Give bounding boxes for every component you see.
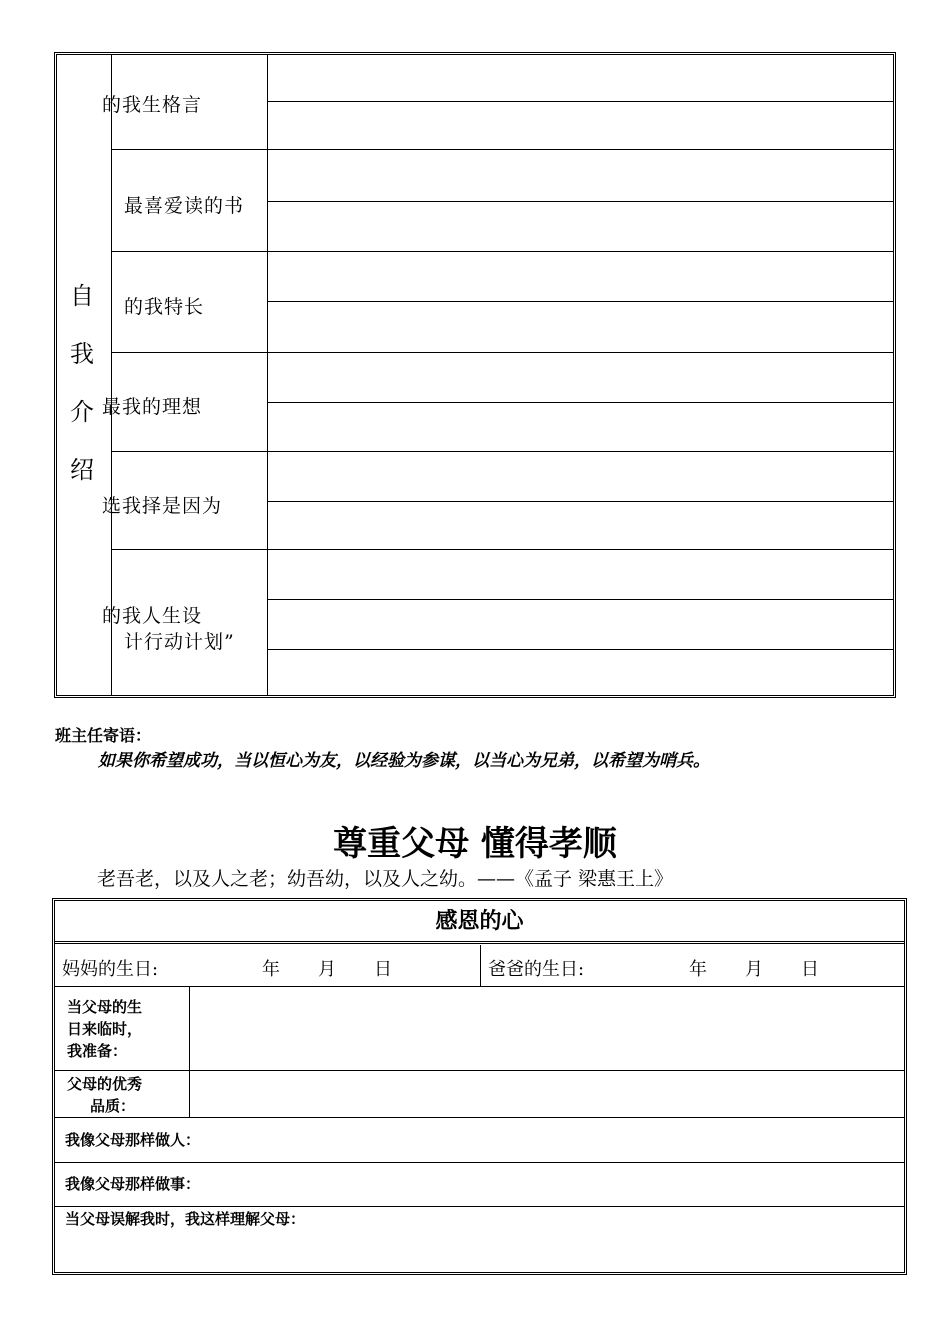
writing-line	[267, 451, 893, 452]
row-label-plan: 计行动计划”	[124, 631, 235, 653]
writing-line	[267, 649, 893, 650]
writing-line	[267, 599, 893, 600]
row-label-specialty: 的我特长	[124, 296, 205, 318]
row-divider	[111, 149, 267, 150]
writing-line	[267, 251, 893, 252]
dad-birthday-year: 年	[689, 959, 707, 980]
writing-line	[267, 352, 893, 353]
row-label-favorite-book: 最喜爱读的书	[124, 195, 245, 217]
side-label-char: 绍	[70, 456, 94, 484]
side-label-char: 我	[70, 340, 94, 368]
teacher-comment-title: 班主任寄语：	[55, 726, 152, 745]
mom-birthday-year: 年	[262, 959, 280, 980]
column-divider	[111, 55, 112, 695]
table-header: 感恩的心	[435, 908, 524, 934]
row-divider	[55, 941, 904, 944]
mom-birthday-label: 妈妈的生日:	[62, 959, 159, 980]
row-divider	[55, 1070, 904, 1071]
writing-line	[267, 501, 893, 502]
row-divider	[55, 1206, 904, 1207]
row-divider	[55, 1117, 904, 1118]
writing-line	[267, 101, 893, 102]
mom-birthday-month: 月	[318, 959, 336, 980]
mom-birthday-day: 日	[374, 959, 392, 980]
dad-birthday-day: 日	[801, 959, 819, 980]
row-divider	[111, 549, 267, 550]
row-divider	[55, 1162, 904, 1163]
prepare-label: 我准备：	[67, 1042, 128, 1060]
teacher-comment-body: 如果你希望成功，当以恒心为友，以经验为参谋，以当心为兄弟，以希望为哨兵。	[98, 751, 710, 771]
side-label-char: 自	[70, 282, 94, 310]
row-label-plan: 的我人生设	[102, 605, 203, 627]
side-label-char: 介	[70, 398, 94, 426]
row-label-ideal: 最我的理想	[102, 396, 203, 418]
row-divider	[111, 352, 267, 353]
column-divider	[480, 945, 481, 987]
column-divider	[189, 986, 190, 1117]
writing-line	[267, 149, 893, 150]
writing-line	[267, 549, 893, 550]
do-things-label: 我像父母那样做事：	[65, 1175, 201, 1193]
understand-label: 当父母误解我时，我这样理解父母：	[65, 1210, 306, 1228]
prepare-label: 日来临时，	[67, 1020, 143, 1038]
quote: 老吾老，以及人之老；幼吾幼，以及人之幼。——《孟子 梁惠王上》	[97, 868, 674, 890]
qualities-label: 品质：	[90, 1097, 136, 1115]
row-divider	[111, 451, 267, 452]
row-label-reason: 选我择是因为	[102, 495, 223, 517]
writing-line	[267, 201, 893, 202]
qualities-label: 父母的优秀	[67, 1075, 143, 1093]
writing-line	[267, 402, 893, 403]
prepare-label: 当父母的生	[67, 998, 143, 1016]
row-label-motto: 的我生格言	[102, 94, 203, 116]
dad-birthday-label: 爸爸的生日:	[488, 959, 585, 980]
dad-birthday-month: 月	[745, 959, 763, 980]
be-person-label: 我像父母那样做人：	[65, 1131, 201, 1149]
writing-line	[267, 301, 893, 302]
row-divider	[111, 251, 267, 252]
section-title: 尊重父母 懂得孝顺	[333, 824, 617, 864]
